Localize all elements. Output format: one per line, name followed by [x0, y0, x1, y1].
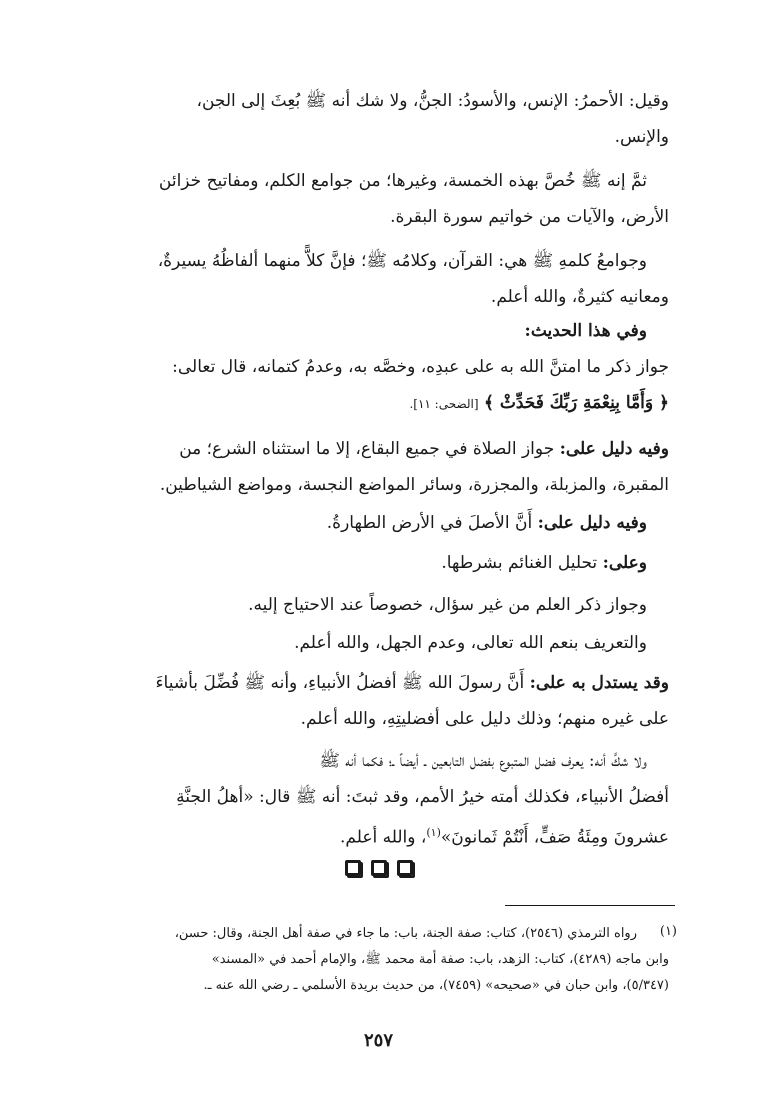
verse-line — [0, 390, 757, 417]
text-line-1: وقيل: الأحمرُ: الإنس، والأسودُ: الجنُّ، ولا شك أنه ﷺ بُعِثَ إلى الجن، — [196, 91, 669, 111]
text-line-14: وجواز ذكر العلم من غير سؤال، خصوصاً عند الاحتياج إليه. — [248, 595, 647, 615]
footnote-line-1: رواه الترمذي (٢٥٤٦)، كتاب: صفة الجنة، باب: ما جاء في صفة أهل الجنة، وقال: حسن، — [174, 926, 637, 941]
section-divider-ornament — [0, 860, 757, 876]
page-number: ٢٥٧ — [363, 1030, 393, 1051]
bold-lead: وفيه دليل على: — [537, 513, 647, 533]
bold-lead: وعلى: — [602, 553, 647, 573]
text-line-4: الأرض، والآيات من خواتيم سورة البقرة. — [390, 207, 669, 227]
footnote-number: (١) — [659, 924, 677, 939]
text-line-12: وفيه دليل على: أَنَّ الأصلَ في الأرض الطهارةُ. — [326, 513, 647, 533]
square-ornament-icon — [397, 860, 413, 876]
text-line-18: ولا شكَّ أنه: يعرف فضل المتبوع بفضل التابعين ـ أيضاً ـ؛ فكما أنه ﷺ — [319, 751, 647, 771]
verse-reference: [الضحى: ١١]. — [409, 397, 479, 411]
footnote-separator — [505, 905, 675, 906]
square-ornament-icon — [345, 860, 361, 876]
text-line-13: وعلى: تحليل الغنائم بشرطها. — [441, 553, 647, 573]
bold-lead: وقد يستدل به على: — [529, 673, 669, 693]
section-heading: وفي هذا الحديث: — [524, 321, 647, 341]
text-line-17: على غيره منهم؛ وذلك دليل على أفضليتِهِ، والله أعلم. — [300, 709, 669, 729]
text-line-6: ومعانيه كثيرةٌ، والله أعلم. — [490, 287, 669, 307]
text-line-19: أفضلُ الأنبياء، فكذلك أمته خيرُ الأمم، وقد ثبتَ: أنه ﷺ قال: «أهلُ الجنَّةِ — [176, 787, 669, 807]
text-line-15: والتعريف بنعم الله تعالى، وعدم الجهل، والله أعلم. — [294, 633, 647, 653]
text-line-11: المقبرة، والمزبلة، والمجزرة، وسائر المواضع النجسة، ومواضع الشياطين. — [159, 475, 669, 495]
text-line-3: ثمَّ إنه ﷺ خُصَّ بهذه الخمسة، وغيرها؛ من جوامع الكلم، ومفاتيح خزائن — [158, 171, 647, 191]
text-line-16: وقد يستدل به على: أَنَّ رسولَ الله ﷺ أفضلُ الأنبياءِ، وأنه ﷺ فُضِّلَ بأشياءَ — [155, 673, 669, 693]
square-ornament-icon — [371, 860, 387, 876]
bold-lead: وفيه دليل على: — [559, 439, 669, 459]
text-line-8: جواز ذكر ما امتنَّ الله به على عبدِه، وخصَّه به، وعدمُ كتمانه، قال تعالى: — [172, 357, 669, 377]
text-line-10: وفيه دليل على: جواز الصلاة في جميع البقاع، إلا ما استثناه الشرع؛ من — [179, 439, 669, 459]
text-line-20: عشرونَ ومِئَةُ صَفٍّ، أَنْتُمْ ثَمانونَ»$^{(١)}$، والله أعلم. — [339, 826, 669, 848]
footnote-line-2: وابن ماجه (٤٢٨٩)، كتاب: الزهد، باب: صفة أمة محمد ﷺ، والإمام أحمد في «المسند» — [211, 952, 669, 967]
footnote-marker: (١) — [426, 826, 441, 839]
footnote-line-3: (٥/٣٤٧)، وابن حبان في «صحيحه» (٧٤٥٩)، من حديث بريدة الأسلمي ـ رضي الله عنه ـ. — [203, 978, 669, 993]
quran-verse: ﴿ وَأَمَّا بِنِعْمَةِ رَبِّكَ فَحَدِّثْ ﴾ — [483, 393, 669, 413]
text-line-5: وجوامعُ كلمهِ ﷺ هي: القرآن، وكلامُه ﷺ؛ فإنَّ كلاًّ منهما ألفاظُهُ يسيرةٌ، — [157, 251, 647, 271]
text-line-2: والإنس. — [614, 127, 669, 147]
